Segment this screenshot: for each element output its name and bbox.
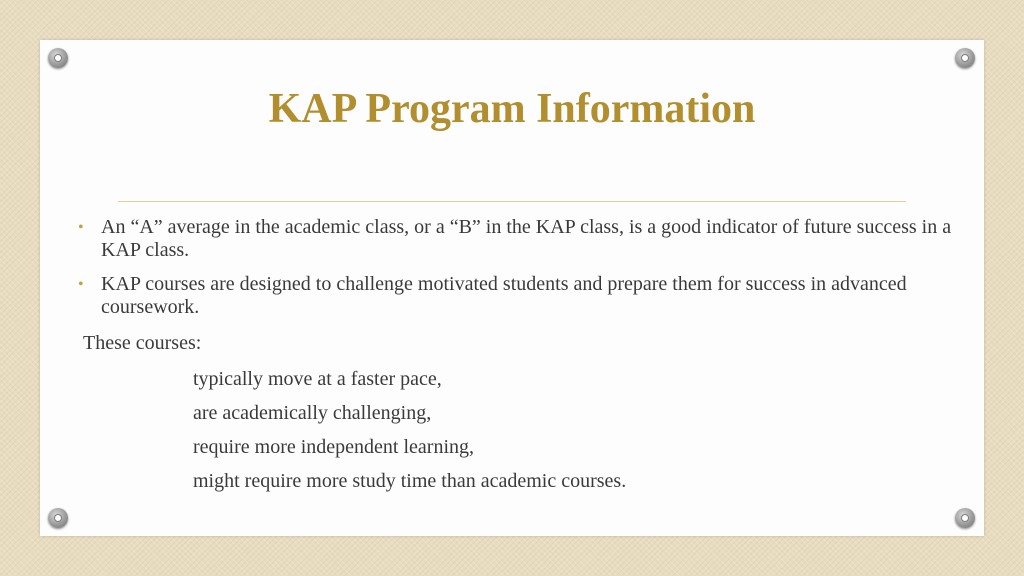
title-divider bbox=[118, 201, 906, 202]
bullet-text: An “A” average in the academic class, or a “B” in the KAP class, is a good indicator of future success in a KAP class. bbox=[101, 216, 952, 261]
course-trait: are academically challenging, bbox=[193, 402, 432, 424]
courses-intro: These courses: bbox=[83, 332, 202, 354]
bullet-text: KAP courses are designed to challenge motivated students and prepare them for success in advanced coursework. bbox=[101, 273, 907, 318]
course-trait: typically move at a faster pace, bbox=[193, 368, 442, 390]
bullet-item bbox=[78, 273, 958, 319]
bullet-list bbox=[78, 216, 958, 330]
slide-title: KAP Program Information bbox=[268, 86, 756, 132]
course-trait: might require more study time than academic courses. bbox=[193, 470, 627, 492]
thumbtack-icon-bottom-left bbox=[48, 508, 68, 528]
thumbtack-icon-bottom-right bbox=[955, 508, 975, 528]
bullet-icon: • bbox=[78, 219, 84, 236]
thumbtack-icon-top-right bbox=[955, 48, 975, 68]
thumbtack-icon-top-left bbox=[48, 48, 68, 68]
course-trait: require more independent learning, bbox=[193, 436, 474, 458]
bullet-item bbox=[78, 216, 958, 262]
bullet-icon: • bbox=[78, 276, 84, 293]
